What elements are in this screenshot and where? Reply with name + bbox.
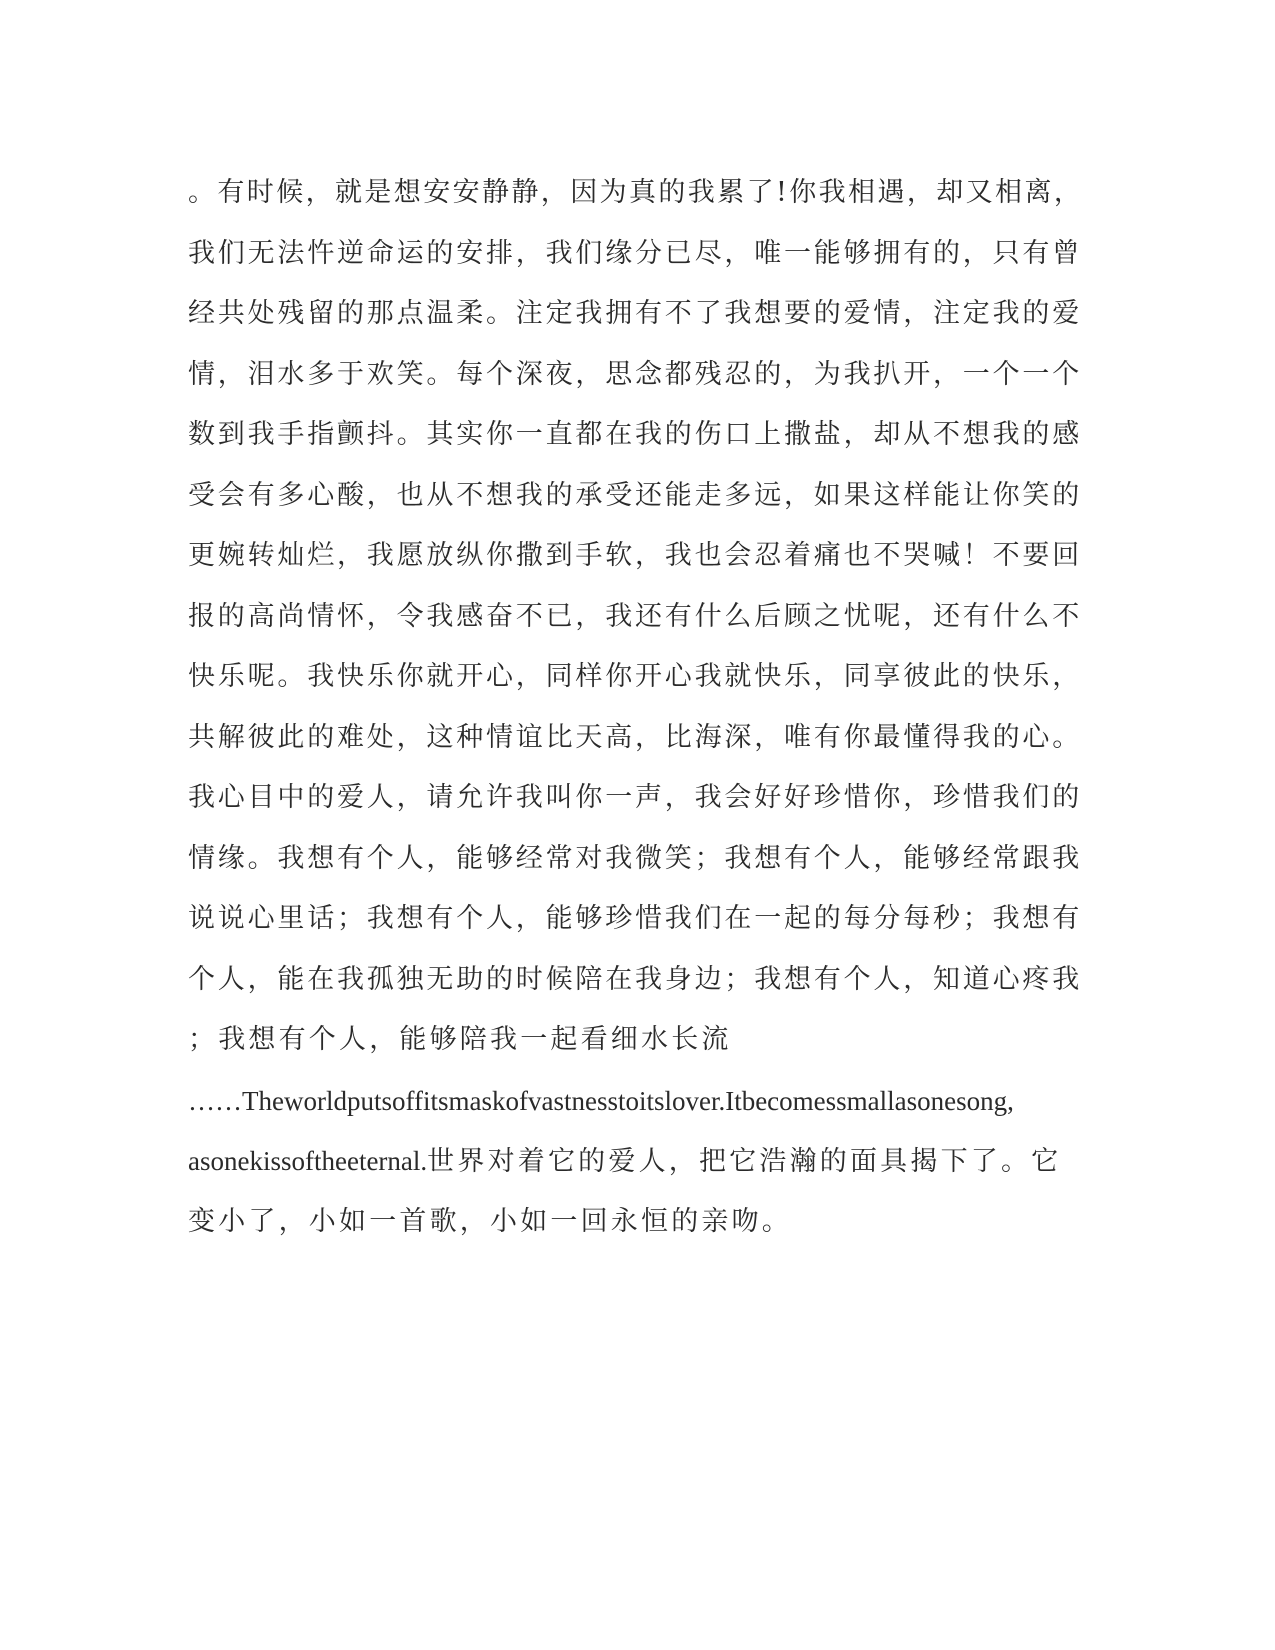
text-line-14: 个人，能在我孤独无助的时候陪在我身边；我想有个人，知道心疼我 [188, 963, 1082, 995]
text-line-11: 我心目中的爱人，请允许我叫你一声，我会好好珍惜你，珍惜我们的 [188, 782, 1082, 813]
text-line-3: 经共处残留的那点温柔。注定我拥有不了我想要的爱情，注定我的爱 [188, 298, 1082, 329]
text-line-4: 情，泪水多于欢笑。每个深夜，思念都残忍的，为我扒开，一个一个 [188, 358, 1082, 390]
text-line-12: 情缘。我想有个人，能够经常对我微笑；我想有个人，能够经常跟我 [188, 842, 1082, 874]
text-line-5: 数到我手指颤抖。其实你一直都在我的伤口上撒盐，却从不想我的感 [188, 419, 1082, 450]
text-line-10: 共解彼此的难处，这种情谊比天高，比海深，唯有你最懂得我的心。 [188, 721, 1082, 753]
chinese-translation-start: 世界对着它的爱人，把它浩瀚的面具揭下了。它 [427, 1146, 1062, 1177]
mixed-line [188, 1131, 1088, 1192]
english-quote-line: ……Theworldputsoffitsmaskofvastnesstoitslover.Itbecomessmallasonesong, [188, 1085, 1014, 1116]
text-line-15: ；我想有个人，能够陪我一起看细水长流 [188, 1024, 732, 1055]
text-line-6: 受会有多心酸，也从不想我的承受还能走多远，如果这样能让你笑的 [188, 479, 1082, 511]
text-line-13: 说说心里话；我想有个人，能够珍惜我们在一起的每分每秒；我想有 [188, 903, 1082, 934]
body-text [188, 163, 1088, 1252]
text-line-8: 报的高尚情怀，令我感奋不已，我还有什么后顾之忧呢，还有什么不 [188, 600, 1082, 632]
text-line-9: 快乐呢。我快乐你就开心，同样你开心我就快乐，同享彼此的快乐， [188, 661, 1082, 692]
text-line-1: 。有时候，就是想安安静静，因为真的我累了!你我相遇，却又相离， [188, 177, 1084, 208]
english-quote-end: asonekissoftheeternal. [188, 1146, 428, 1176]
text-line-7: 更婉转灿烂，我愿放纵你撒到手软，我也会忍着痛也不哭喊！不要回 [188, 540, 1082, 571]
text-line-2: 我们无法忤逆命运的安排，我们缘分已尽，唯一能够拥有的，只有曾 [188, 237, 1082, 269]
last-line: 变小了，小如一首歌，小如一回永恒的亲吻。 [188, 1205, 792, 1237]
